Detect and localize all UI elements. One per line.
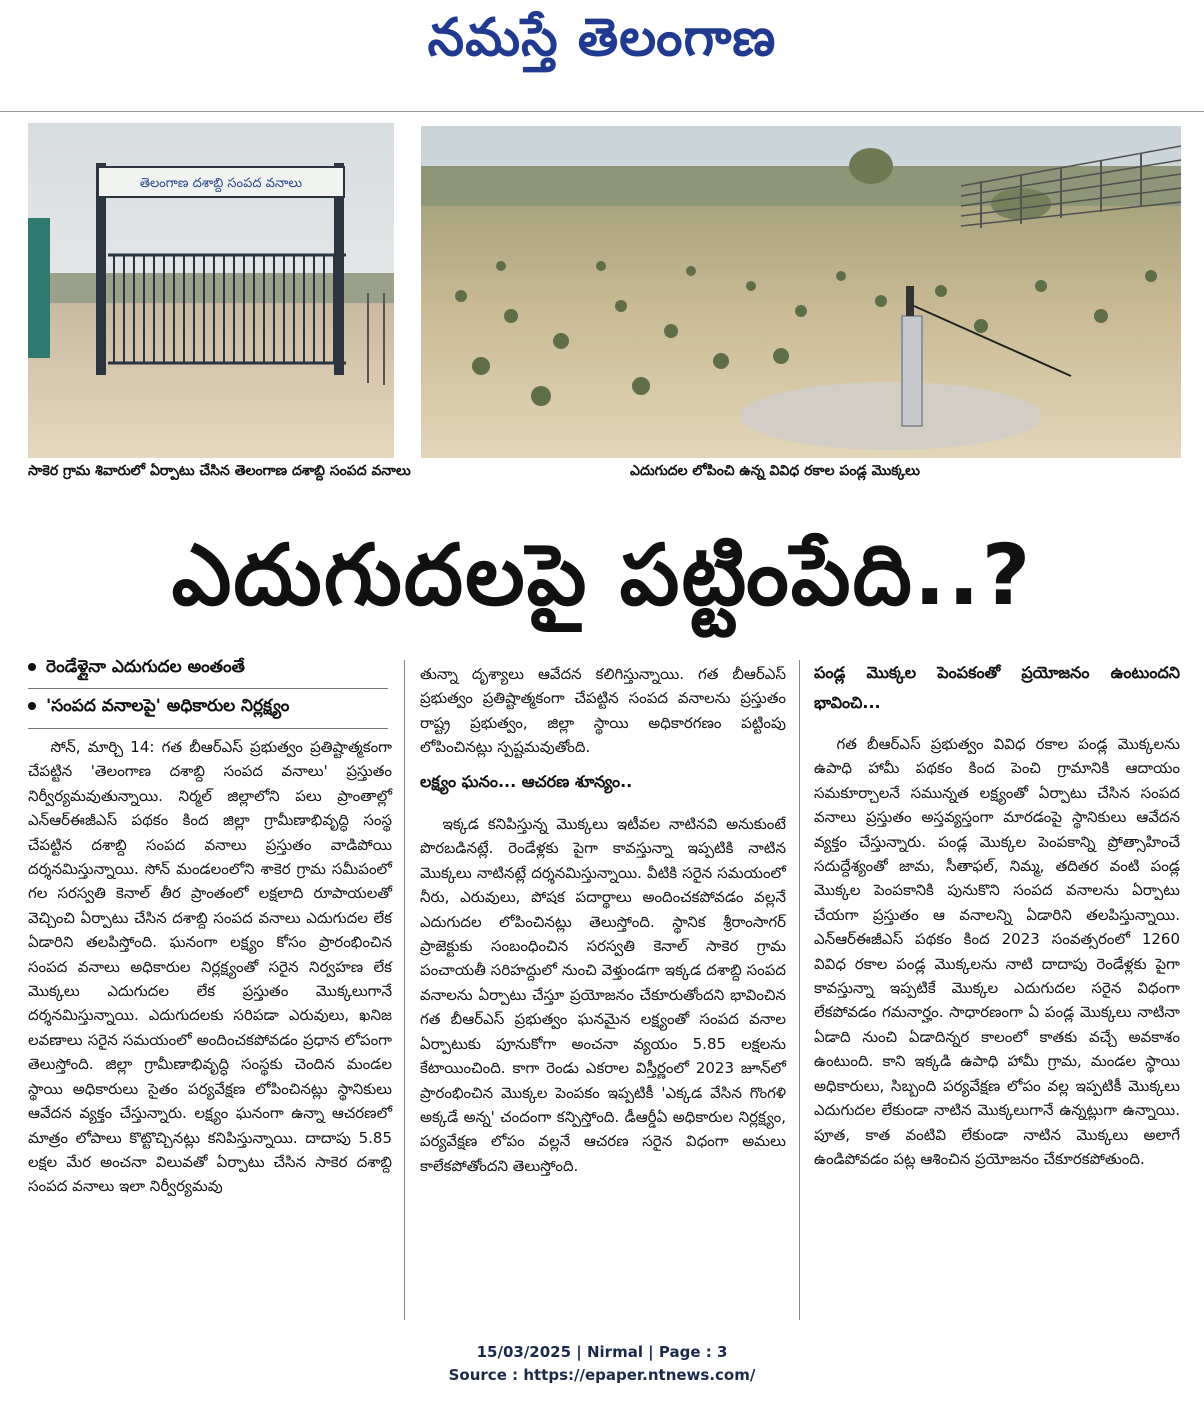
- headline: ఎదుగుదలపై పట్టింపేది..?: [171, 526, 1033, 624]
- bullet-dot-icon: [28, 663, 36, 671]
- bullet-2: [28, 696, 289, 720]
- article-paragraph: సోన్, మార్చి 14: గత బీఆర్ఎస్ ప్రభుత్వం ప్రతిష్టాత్మకంగా చేపట్టిన 'తెలంగాణ దశాబ్ది సంపద వనాలు' ప్రస్తుతం నిర్వీర్యమవుతున్నాయి. నిర్మల్ జిల్లాలోని పలు ప్రాంతాల్లో ఎన్ఆర్ఈజీఎస్ పథకం కింద జిల్లా గ్రామీణాభివృద్ధి సంస్థ చేపట్టిన దశాబ్ది సంపద వనాలు ప్రస్తుతం వాడిపోయి దర్శనమిస్తున్నాయి. సోన్ మండలంలోని శాకెర గ్రామ సమీపంలో గల సరస్వతి కెనాల్ తీర ప్రాంతంలో లక్షలాది రూపాయలతో వెచ్చించి ఏర్పాటు చేసిన దశాబ్ది సంపద వనాలు ఎదుగుదల లేక ఏడారిని తలపిస్తోంది. ఘనంగా లక్ష్యం కోసం ప్రారంభించిన సంపద వనాలు అధికారుల నిర్లక్ష్యంతో సరైన నిర్వహణ లేక మొక్కలు ఎదుగుదల లేక ప్రస్తుతం మొక్కలుగానే దర్శనమిస్తున్నాయి. ఎదుగుదలకు సరిపడా ఎరువులు, ఖనిజ లవణాలు సరైన సమయంలో అందించకపోవడం ప్రధాన లోపంగా తెలుస్తోంది. జిల్లా గ్రామీణాభివృద్ధి సంస్థకు చెందిన మండల స్థాయి అధికారులు సైతం పర్యవేక్షణ లోపించినట్లు స్థానికులు ఆవేదన వ్యక్తం చేస్తున్నారు. లక్ష్యం ఘనంగా ఉన్నా ఆచరణలో మాత్రం లోపాలు కొట్టొచ్చినట్లు కనిపిస్తున్నాయి. దాదాపు 5.85 లక్షల మేర అంచనా విలువతో ఏర్పాటు చేసిన సాకెర దశాబ్ది సంపద వనాలు ఇలా నిర్వీర్యమవు: [28, 738, 392, 1196]
- article-column-3: [814, 658, 1180, 1171]
- bullet-1: [28, 657, 245, 681]
- article-subheading: లక్ష్యం ఘనం... ఆచరణ శూన్యం..: [420, 771, 633, 791]
- bullet-divider: [28, 688, 388, 689]
- source-link[interactable]: Source : https://epaper.ntnews.com/: [448, 1366, 756, 1384]
- plantation-photo: [421, 126, 1181, 458]
- gate-photo: [28, 123, 394, 458]
- bullet-divider: [28, 728, 388, 729]
- article-paragraph: గత బీఆర్ఎస్ ప్రభుత్వం వివిధ రకాల పండ్ల మొక్కలను ఉపాధి హామీ పథకం కింద పెంచి గ్రామానికి ఆదాయం సమకూర్చాలనే సమున్నత లక్ష్యంతో ఏర్పాటు చేసిన సంపద వనాలు ప్రస్తుతం అస్తవ్యస్తంగా మారడంపై స్థానికులు ఆవేదన వ్యక్తం చేస్తున్నారు. పండ్ల మొక్కల పెంపకాన్ని ప్రోత్సాహించే సదుద్దేశ్యంతో జామ, సీతాఫల్, నిమ్మ, తదితర వంటి పండ్ల మొక్కల పెంపకానికి పునుకొని సంపద వనాలను ఏర్పాటు చేయగా ప్రస్తుతం ఆ వనాలన్ని ఏడారిని తలపిస్తున్నాయి. ఎన్ఆర్ఈజీఎస్ పథకం కింద 2023 సంవత్సరంలో 1260 వివిధ రకాల పండ్ల మొక్కలను నాటి దాదాపు రెండేళ్లకు పైగా కావస్తున్నా ఇప్పటికే మొక్కల ఎదుగుదల సరైన విధంగా లేకపోవడం గమనార్హం. సాధారణంగా ఏ పండ్ల మొక్కలు నాటినా ఏడాది నుంచి ఏడాదిన్నర కాలంలో కాతకు వచ్చే అవకాశం ఉంటుంది. కాని ఇక్కడి ఉపాధి హామీ గ్రామ, మండల స్థాయి అధికారులు, సిబ్బంది పర్యవేక్షణ లోపం వల్ల ఇప్పటికీ మొక్కలు ఎదుగుదల లేకుండా నాటిన మొక్కలుగానే ఉన్నట్లుగా ఉన్నాయి. పూత, కాత వంటివి లేకుండా నాటిన మొక్కలు అలాగే ఉండిపోవడం పట్ల ఆశించిన ప్రయోజనం చేకూరకపోతుంది.: [814, 735, 1180, 1168]
- page-info: 15/03/2025 | Nirmal | Page : 3: [476, 1343, 728, 1361]
- article-column-1: [28, 735, 392, 1199]
- left-photo-caption: సాకెర గ్రామ శివారులో ఏర్పాటు చేసిన తెలంగాణ దశాబ్ది సంపద వనాలు: [28, 463, 411, 479]
- bullet-1-text: రెండేళ్లైనా ఎదుగుదల అంతంతే: [46, 657, 245, 677]
- bullet-dot-icon: [28, 702, 36, 710]
- gate-sign-text: తెలంగాణ దశాబ్ది సంపద వనాలు: [139, 176, 303, 191]
- masthead-divider: [0, 111, 1204, 112]
- right-photo-caption: ఎదుగుదల లోపించి ఉన్న వివిధ రకాల పండ్ల మొక్కలు: [630, 463, 920, 479]
- article-paragraph: ఇక్కడ కనిపిస్తున్న మొక్కలు ఇటీవల నాటినవి అనుకుంటే పొరబడినట్లే. రెండేళ్లకు పైగా కావస్తున్నా ఇప్పటికి నాటిన మొక్కలు నాటినట్లే దర్శనమిస్తున్నాయి. వీటికి సరైన సమయంలో నీరు, ఎరువులు, పోషక పదార్థాలు అందించకపోవడం వల్లనే ఎదుగుదల లోపించినట్లు తెలుస్తోంది. స్థానిక శ్రీరాంసాగర్ ప్రాజెక్టుకు సంబంధించిన సరస్వతి కెనాల్ సాకెర గ్రామ పంచాయతీ సరిహద్దులో నుంచి వెళ్తుండగా ఇక్కడ దశాబ్ది సంపద వనాలను ఏర్పాటు చేస్తూ ప్రయోజనం చేకూరుతోందని భావించిన గత బీఆర్ఎస్ ప్రభుత్వం ఘనమైన లక్ష్యంతో సంపద వనాల ఏర్పాటుకు పూనుకోగా అంచనా వ్యయం 5.85 లక్షలను కేటాయించింది. కాగా రెండు ఎకరాల విస్తీర్ణంలో 2023 జూన్‌లో ప్రారంభించిన మొక్కల పెంపకం ఇప్పటికీ 'ఎక్కడ వేసిన గొంగళి అక్కడే అన్న' చందంగా కన్పిస్తోంది. డీఆర్డీఏ అధికారుల నిర్లక్ష్యం, పర్యవేక్షణ లోపం వల్లనే ఆచరణ సరైన విధంగా అమలు కాలేకపోతోందని తెలుస్తోంది.: [420, 815, 786, 1175]
- column-divider: [404, 660, 405, 1320]
- newspaper-logo: నమస్తే తెలంగాణ: [427, 8, 777, 68]
- article-subheading: పండ్ల మొక్కల పెంపకంతో ప్రయోజనం ఉంటుందని భావించి...: [814, 663, 1180, 712]
- article-column-2: [420, 662, 786, 1178]
- article-paragraph: తున్నా దృశ్యాలు ఆవేదన కలిగిస్తున్నాయి. గత బీఆర్ఎస్ ప్రభుత్వం ప్రతిష్టాత్మకంగా చేపట్టిన సంపద వనాలను ప్రస్తుతం రాష్ట్ర ప్రభుత్వం, జిల్లా స్థాయి అధికారగణం పట్టింపు లోపించినట్లు స్పష్టమవుతోంది.: [420, 665, 786, 757]
- bullet-2-text: 'సంపద వనాలపై' అధికారుల నిర్లక్ష్యం: [46, 696, 290, 716]
- column-divider: [799, 660, 800, 1320]
- masthead: [0, 0, 1204, 112]
